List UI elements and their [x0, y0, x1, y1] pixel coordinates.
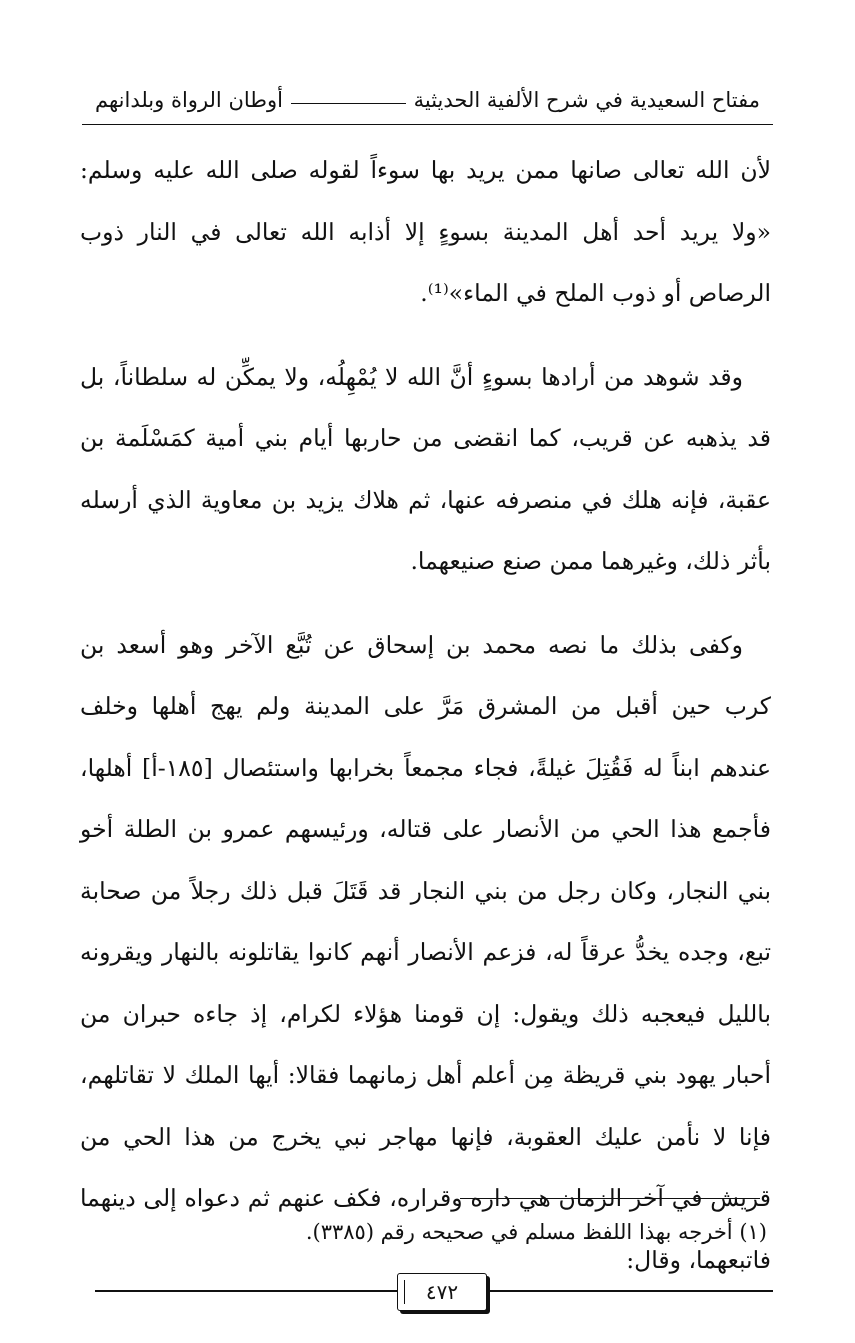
header-dash-rule [291, 103, 406, 104]
book-title: مفتاح السعيدية في شرح الألفية الحديثية [413, 88, 760, 112]
paragraph-2: وقد شوهد من أرادها بسوءٍ أنَّ الله لا يُمْهِلُه، ولا يمكِّن له سلطاناً، بل قد يذهبه عن قريب، كما انقضى من حاربها أيام بني أمية كمَسْلَمة بن عقبة، فإنه هلك في منصرفه عنها، ثم هلاك يزيد بن معاوية الذي أرسله بأثر ذلك، وغيرهما ممن صنع صنيعهما. [80, 362, 771, 575]
page-number: ٤٧٢ [397, 1273, 487, 1311]
running-header [95, 80, 760, 120]
paragraph-3: وكفى بذلك ما نصه محمد بن إسحاق عن تُبَّع الآخر وهو أسعد بن كرب حين أقبل من المشرق مَرَّ على المدينة ولم يهج أهلها وخلف عندهم ابناً له فَقُتِلَ غيلةً، فجاء مجمعاً بخرابها واستئصال [١٨٥-أ] أهلها، فأجمع هذا الحي من الأنصار على قتاله، ورئيسهم عمرو بن الطلة أخو بني النجار، وكان رجل من بني النجار قد قَتَلَ قبل ذلك رجلاً من صحابة تبع، وجده يخدُّ عرقاً له، فزعم الأنصار أنهم كانوا يقاتلونه بالنهار ويقرونه بالليل فيعجبه ذلك ويقول: إن قومنا هؤلاء لكرام، إذ جاءه حبران من أحبار يهود بني قريظة مِن أعلم أهل زمانهما فقالا: أيها الملك لا تقاتلهم، فإنا لا نأمن عليك العقوبة، فإنها مهاجر نبي يخرج من هذا الحي من قريش في آخر الزمان هي داره وقراره، فكف عنهم ثم دعواه إلى دينهما فاتبعهما، وقال: [80, 630, 772, 1274]
chapter-title: أوطان الرواة وبلدانهم [95, 88, 283, 112]
footnote: (١) أخرجه بهذا اللفظ مسلم في صحيحه رقم (٣٣٨٥). [305, 1220, 767, 1244]
paragraph-1: لأن الله تعالى صانها ممن يريد بها سوءاً لقوله صلى الله عليه وسلم: «ولا يريد أحد أهل المدينة بسوءٍ إلا أذابه الله تعالى في النار ذوب الرصاص أو ذوب الملح في الماء»⁽¹⁾. [80, 156, 771, 307]
main-text [80, 140, 771, 1291]
footnote-separator [460, 1198, 760, 1199]
header-underline [82, 124, 773, 125]
